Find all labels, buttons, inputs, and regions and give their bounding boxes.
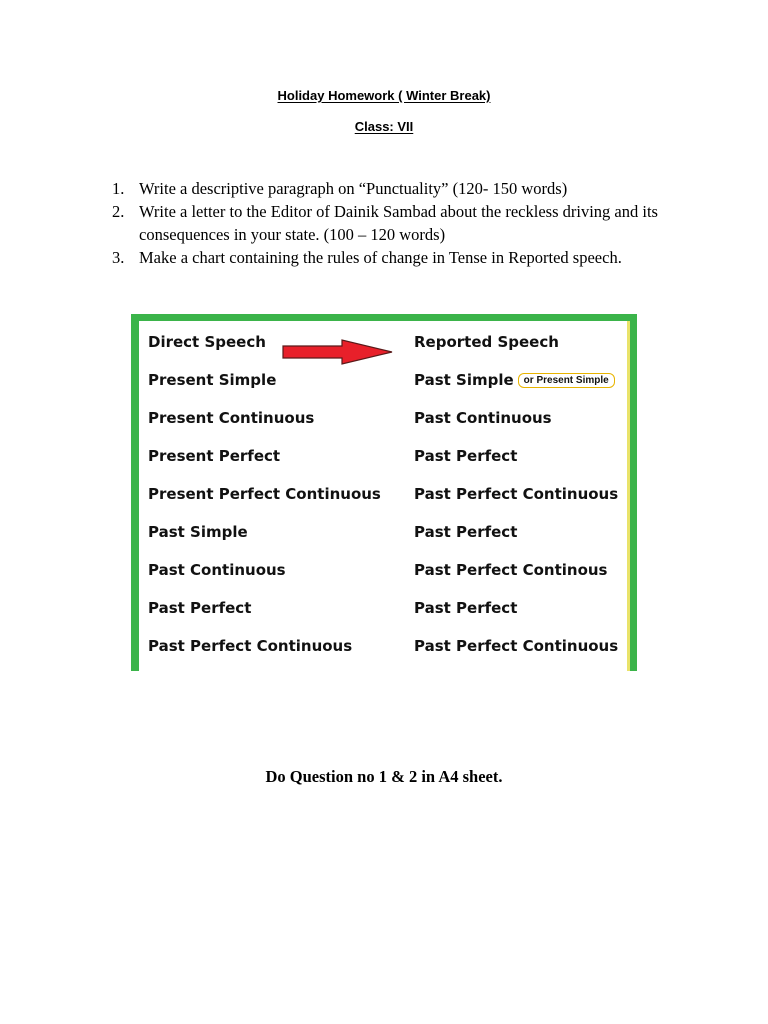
reported-tense: Past Perfect — [414, 599, 518, 617]
question-text: Write a descriptive paragraph on “Punctuality” (120- 150 words) — [139, 179, 568, 198]
direct-tense: Past Continuous — [148, 561, 286, 579]
direct-tense: Present Continuous — [148, 409, 315, 427]
class-label: Class: VII — [354, 119, 414, 134]
question-text: Write a letter to the Editor of Dainik Sambad about the reckless driving and its consequences in your state. (100 – 120 words) — [139, 202, 658, 244]
question-number: 2. — [112, 202, 125, 221]
chart-row — [139, 447, 630, 485]
arrow-right-icon — [282, 339, 394, 365]
chart-header-direct: Direct Speech — [148, 333, 266, 351]
question-number: 3. — [112, 248, 125, 267]
direct-tense: Present Simple — [148, 371, 277, 389]
chart-row — [139, 485, 630, 523]
note-badge: or Present Simple — [518, 373, 615, 388]
reported-tense-label: Past Simple — [414, 371, 514, 389]
chart-row — [139, 371, 630, 409]
chart-header-reported: Reported Speech — [414, 333, 559, 351]
reported-tense: Past Perfect Continuous — [414, 637, 619, 655]
question-number: 1. — [112, 179, 125, 198]
chart-row — [139, 409, 630, 447]
reported-tense: Past Perfect — [414, 447, 518, 465]
reported-tense — [414, 371, 615, 389]
direct-tense: Present Perfect — [148, 447, 281, 465]
direct-tense: Present Perfect Continuous — [148, 485, 381, 503]
reported-tense: Past Perfect Continuous — [414, 485, 619, 503]
question-item — [112, 246, 712, 269]
chart-row — [139, 637, 630, 675]
reported-tense: Past Continuous — [414, 409, 552, 427]
question-item — [112, 177, 712, 200]
instruction-text: Do Question no 1 & 2 in A4 sheet. — [265, 767, 503, 786]
chart-row — [139, 561, 630, 599]
page-title: Holiday Homework ( Winter Break) — [277, 88, 491, 103]
reported-tense: Past Perfect — [414, 523, 518, 541]
question-text: Make a chart containing the rules of change in Tense in Reported speech. — [139, 248, 622, 267]
reported-tense: Past Perfect Continous — [414, 561, 608, 579]
chart-row — [139, 523, 630, 561]
direct-tense: Past Perfect — [148, 599, 252, 617]
direct-tense: Past Simple — [148, 523, 248, 541]
direct-tense: Past Perfect Continuous — [148, 637, 353, 655]
tense-change-chart — [131, 314, 637, 671]
question-list — [112, 177, 712, 269]
chart-header-row — [139, 333, 630, 371]
chart-row — [139, 599, 630, 637]
question-item — [112, 200, 712, 246]
